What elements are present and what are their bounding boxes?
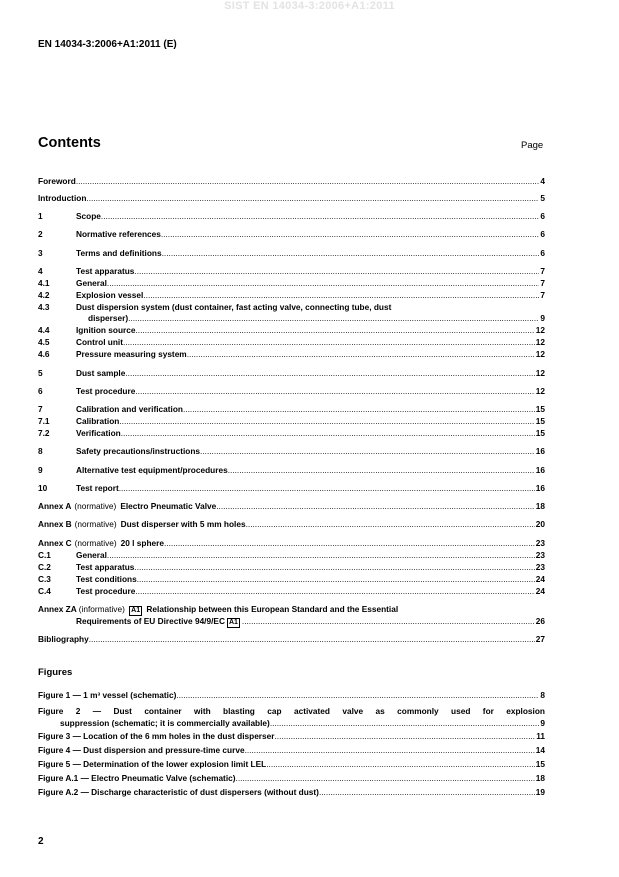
toc-text: Dust sample (76, 368, 126, 378)
toc-page: 6 (540, 211, 545, 221)
figure-page: 11 (536, 731, 545, 741)
toc-page: 27 (535, 634, 545, 644)
toc-page: 24 (535, 586, 545, 596)
toc-text: Pressure measuring system (76, 349, 187, 359)
figure-entry-4[interactable] (38, 745, 545, 756)
toc-entry-foreword[interactable] (38, 176, 545, 187)
toc-entry-7-2[interactable] (38, 428, 545, 439)
figure-page: 15 (535, 759, 545, 769)
toc-entry-safety-precautions[interactable] (38, 446, 545, 457)
annex-label: Annex C (38, 538, 72, 548)
toc-text: Test procedure (76, 586, 136, 596)
toc-entry-annex-c[interactable] (38, 538, 545, 549)
toc-number: 7.1 (38, 416, 50, 426)
page-title: Contents (38, 135, 101, 151)
toc-entry-annex-a[interactable] (38, 501, 545, 512)
toc-number: C.3 (38, 574, 51, 584)
toc-text: Calibration and verification (76, 404, 183, 414)
toc-page: 6 (540, 248, 545, 258)
toc-number: C.1 (38, 550, 51, 560)
figure-text: Figure 5 — Determination of the lower explosion limit LEL (38, 759, 267, 769)
toc-entry-7-1[interactable] (38, 416, 545, 427)
toc-number: 1 (38, 211, 43, 221)
figure-page: 19 (535, 787, 545, 797)
toc-entry-c-3[interactable] (38, 574, 545, 585)
toc-text: Bibliography (38, 634, 89, 644)
toc-number: 6 (38, 386, 43, 396)
toc-entry-4-6[interactable] (38, 349, 545, 360)
figure-text: Figure 3 — Location of the 6 mm holes in the dust disperser (38, 731, 275, 741)
toc-page: 12 (535, 337, 545, 347)
figure-entry-1[interactable] (38, 690, 545, 701)
toc-number: 3 (38, 248, 43, 258)
toc-text: Test apparatus (76, 562, 135, 572)
toc-entry-test-procedure[interactable] (38, 386, 545, 397)
annex-type: (normative) (74, 501, 117, 511)
figure-page: 9 (540, 718, 545, 728)
toc-page: 7 (540, 266, 545, 276)
figure-entry-2[interactable]: Figure 2 — Dust container with blasting cap activated valve as commonly used for explosion (38, 706, 545, 716)
toc-page: 12 (535, 325, 545, 335)
toc-number: 2 (38, 229, 43, 239)
figure-entry-3[interactable] (38, 731, 545, 742)
toc-text: Electro Pneumatic Valve (120, 501, 217, 511)
toc-page: 12 (535, 386, 545, 396)
toc-text: Calibration (76, 416, 120, 426)
toc-entry-c-2[interactable] (38, 562, 545, 573)
figure-page: 8 (540, 690, 545, 700)
toc-page: 6 (540, 229, 545, 239)
figure-entry-5[interactable] (38, 759, 545, 770)
annex-type: (normative) (74, 538, 117, 548)
toc-page: 20 (535, 519, 545, 529)
toc-entry-4-5[interactable] (38, 337, 545, 348)
page-column-label: Page (521, 140, 544, 151)
toc-number: 7 (38, 404, 43, 414)
toc-number: C.2 (38, 562, 51, 572)
toc-number: 7.2 (38, 428, 50, 438)
toc-page: 15 (535, 404, 545, 414)
toc-page: 18 (535, 501, 545, 511)
toc-page: 15 (535, 416, 545, 426)
toc-entry-c-1[interactable] (38, 550, 545, 561)
document-id: EN 14034-3:2006+A1:2011 (E) (38, 39, 177, 50)
toc-text: disperser) (88, 313, 129, 323)
toc-page: 16 (535, 446, 545, 456)
annex-label: Annex A (38, 501, 72, 511)
amendment-end-mark-icon: A1 (228, 619, 238, 626)
toc-text: Introduction (38, 193, 87, 203)
toc-text: Explosion vessel (76, 290, 144, 300)
figures-heading: Figures (38, 667, 73, 678)
toc-entry-4-3-cont[interactable] (38, 313, 545, 324)
annex-type: (normative) (74, 519, 117, 529)
toc-text: Normative references (76, 229, 161, 239)
toc-entry-test-apparatus[interactable] (38, 266, 545, 277)
toc-entry-dust-sample[interactable] (38, 368, 545, 379)
toc-entry-c-4[interactable] (38, 586, 545, 597)
toc-text: Safety precautions/instructions (76, 446, 201, 456)
toc-entry-test-report[interactable] (38, 483, 545, 494)
toc-page: 5 (540, 193, 545, 203)
toc-page: 12 (535, 349, 545, 359)
toc-entry-4-4[interactable] (38, 325, 545, 336)
toc-text: Test conditions (76, 574, 137, 584)
page-number: 2 (38, 836, 44, 847)
toc-entry-normative-references[interactable] (38, 229, 545, 240)
toc-text: Verification (76, 428, 121, 438)
toc-text: Foreword (38, 176, 76, 186)
toc-text: General (76, 550, 107, 560)
toc-text: Requirements of EU Directive 94/9/EC (76, 616, 225, 626)
toc-number: 4.1 (38, 278, 50, 288)
figure-text: Figure 4 — Dust dispersion and pressure-time curve (38, 745, 245, 755)
toc-entry-annex-b[interactable] (38, 519, 545, 530)
toc-page: 12 (535, 368, 545, 378)
toc-entry-4-2[interactable] (38, 290, 545, 301)
toc-page: 4 (540, 176, 545, 186)
toc-entry-introduction[interactable] (38, 193, 545, 204)
toc-text: Control unit (76, 337, 124, 347)
toc-number: 4.2 (38, 290, 50, 300)
toc-text: Alternative test equipment/procedures (76, 465, 228, 475)
toc-page: 23 (535, 550, 545, 560)
toc-entry-annex-za-cont[interactable] (38, 616, 545, 627)
annex-label: Annex B (38, 519, 72, 529)
annex-label: Annex ZA (38, 604, 77, 614)
toc-text: General (76, 278, 107, 288)
toc-text: Terms and definitions (76, 248, 162, 258)
toc-entry-annex-za[interactable] (38, 604, 398, 616)
toc-entry-calibration-and-verification[interactable] (38, 404, 545, 415)
figure-page: 18 (535, 773, 545, 783)
figure-text: suppression (schematic; it is commercially available) (60, 718, 270, 728)
amendment-start-mark-icon: A1 (131, 607, 141, 614)
toc-page: 23 (535, 538, 545, 548)
figure-entry-a2[interactable] (38, 787, 545, 798)
toc-text: Test procedure (76, 386, 136, 396)
toc-page: 9 (540, 313, 545, 323)
figure-entry-2-cont[interactable] (38, 718, 545, 729)
toc-page: 16 (535, 483, 545, 493)
toc-page: 24 (535, 574, 545, 584)
figure-page: 14 (535, 745, 545, 755)
toc-page: 7 (540, 290, 545, 300)
figure-text: Figure 1 — 1 m³ vessel (schematic) (38, 690, 177, 700)
toc-number: 10 (38, 483, 48, 493)
figure-text: Figure A.2 — Discharge characteristic of dust dispersers (without dust) (38, 787, 319, 797)
toc-number: 4.5 (38, 337, 50, 347)
toc-text: Relationship between this European Standard and the Essential (146, 604, 399, 614)
toc-number: 5 (38, 368, 43, 378)
toc-number: 4.3 (38, 302, 50, 312)
toc-page: 26 (535, 616, 545, 626)
annex-type: (informative) (78, 604, 125, 614)
toc-number: 4.6 (38, 349, 50, 359)
toc-text: Dust disperser with 5 mm holes (120, 519, 246, 529)
toc-page: 23 (535, 562, 545, 572)
toc-text: Test report (76, 483, 119, 493)
toc-entry-scope[interactable] (38, 211, 545, 222)
toc-page: 7 (540, 278, 545, 288)
toc-entry-4-1[interactable] (38, 278, 545, 289)
toc-number: 4.4 (38, 325, 50, 335)
toc-entry-alternative-test-equipment[interactable] (38, 465, 545, 476)
toc-number: 8 (38, 446, 43, 456)
toc-text: Ignition source (76, 325, 136, 335)
toc-entry-terms-and-definitions[interactable] (38, 248, 545, 259)
toc-number: C.4 (38, 586, 51, 596)
toc-number: 9 (38, 465, 43, 475)
toc-page: 16 (535, 465, 545, 475)
toc-entry-4-3[interactable]: Dust dispersion system (dust container, fast acting valve, connecting tube, dust (76, 302, 392, 312)
toc-text: 20 l sphere (120, 538, 164, 548)
toc-entry-bibliography[interactable] (38, 634, 545, 645)
toc-page: 15 (535, 428, 545, 438)
toc-text: Test apparatus (76, 266, 135, 276)
watermark: SIST EN 14034-3:2006+A1:2011 (224, 0, 395, 12)
figure-entry-a1[interactable] (38, 773, 545, 784)
toc-number: 4 (38, 266, 43, 276)
figure-text: Figure A.1 — Electro Pneumatic Valve (schematic) (38, 773, 236, 783)
toc-text: Scope (76, 211, 101, 221)
